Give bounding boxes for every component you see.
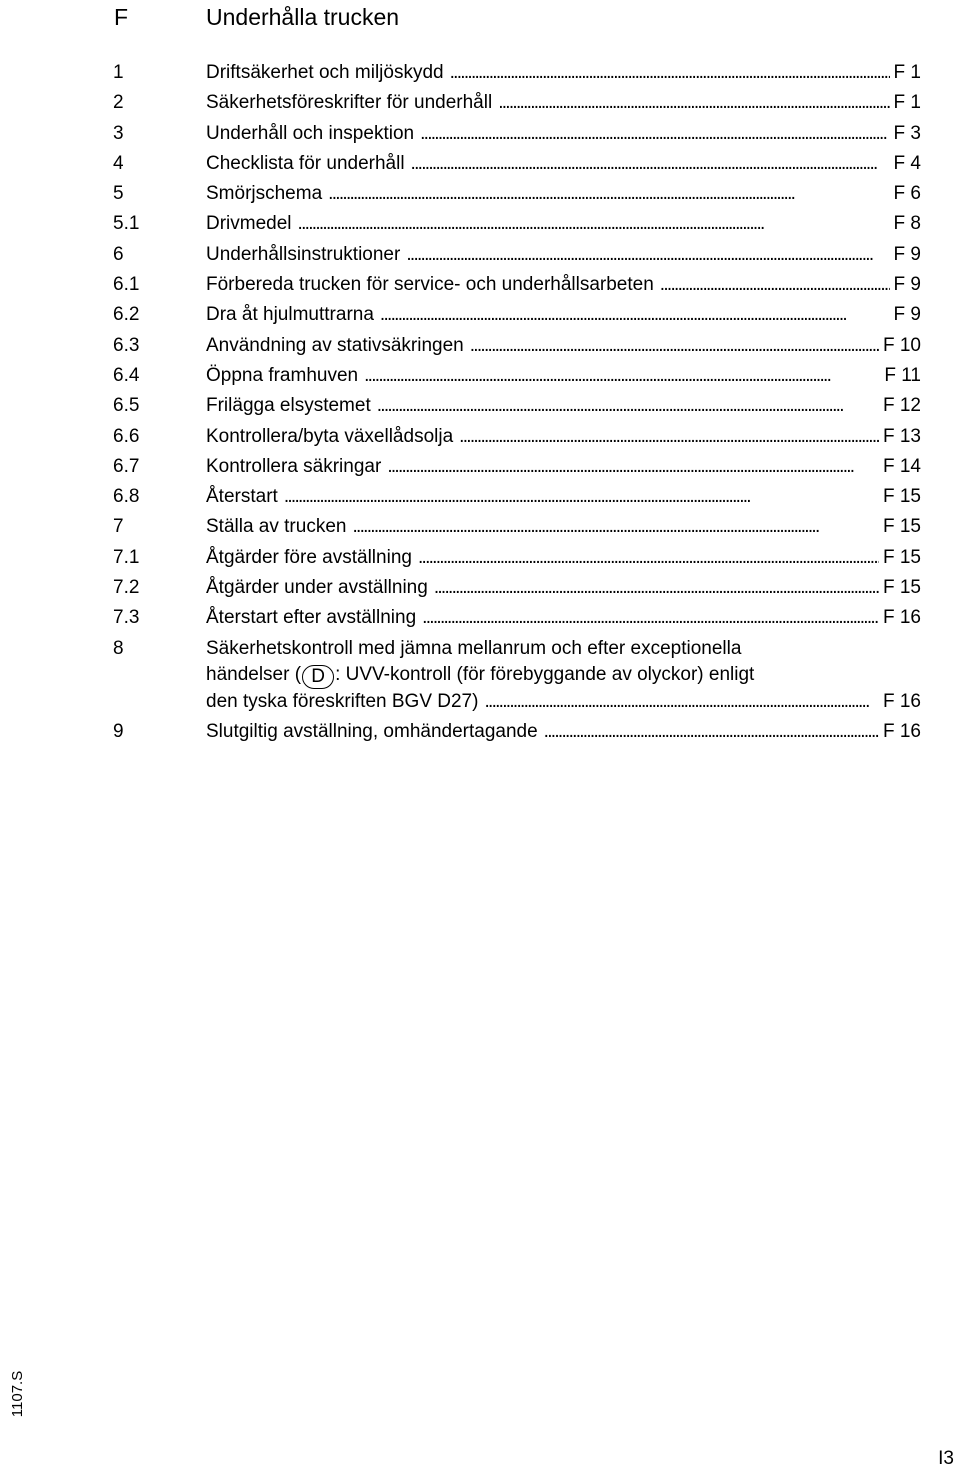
toc-entry-page: F 15 [882, 486, 921, 508]
dot-leader [406, 240, 889, 270]
toc-entry-number: 1 [113, 62, 124, 83]
dot-leader [328, 179, 889, 209]
toc-entry[interactable] [0, 209, 960, 239]
toc-entry-page: F 10 [882, 334, 921, 356]
dot-leader [418, 543, 879, 573]
toc-entry-number: 4 [113, 152, 124, 174]
toc-entry-number: 7.3 [113, 607, 140, 629]
toc-entry-page: F 14 [882, 455, 921, 477]
document-code: 1107.S [9, 1370, 26, 1418]
toc-entry-number: 2 [113, 92, 124, 114]
toc-entry-number: 3 [113, 122, 124, 144]
dot-leader [470, 331, 879, 361]
dot-leader [377, 391, 879, 421]
toc-entry-number: 7 [113, 516, 124, 538]
toc-entry-title: Öppna framhuven [206, 364, 359, 386]
toc-entry-page: F 13 [882, 425, 921, 447]
toc-entry[interactable] [0, 361, 960, 391]
dot-leader [484, 689, 879, 716]
germany-d-badge-icon: D [302, 665, 334, 689]
toc-entry-number: 6 [113, 243, 124, 265]
toc-entry[interactable] [0, 634, 960, 717]
toc-entry[interactable] [0, 88, 960, 118]
dot-leader [422, 603, 879, 633]
toc-entry-page: F 6 [893, 183, 921, 205]
dot-leader [544, 717, 879, 747]
toc-entry-title: Frilägga elsystemet [206, 395, 371, 417]
toc-entry-title: Återstart [206, 486, 278, 508]
chapter-title: Underhålla trucken [206, 4, 400, 30]
toc-entry-title: Kontrollera säkringar [206, 455, 382, 477]
toc-entry[interactable] [0, 58, 960, 88]
toc-entry[interactable] [0, 179, 960, 209]
toc-entry-page: F 16 [882, 720, 921, 742]
toc-entry-title: Underhållsinstruktioner [206, 243, 401, 265]
dot-leader [420, 119, 889, 149]
toc-entry-page: F 11 [884, 364, 921, 386]
toc-entry-title: Underhåll och inspektion [206, 122, 415, 144]
toc-entry-title-line [206, 662, 921, 689]
toc-entry-title-line: den tyska föreskriften BGV D27) [206, 691, 479, 713]
toc-entry-page: F 1 [893, 92, 921, 114]
toc-entry[interactable] [0, 717, 960, 747]
toc-entry-title: Användning av stativsäkringen [206, 334, 464, 356]
toc-entry-title: Slutgiltig avställning, omhändertagande [206, 720, 538, 742]
toc-entry-number: 7.2 [113, 577, 140, 599]
dot-leader [450, 58, 890, 88]
toc-entry[interactable] [0, 452, 960, 482]
toc-entry[interactable] [0, 543, 960, 573]
toc-entry-title: Åtgärder före avställning [206, 546, 412, 568]
toc-entry[interactable] [0, 603, 960, 633]
toc-entry-title: Säkerhetsföreskrifter för underhåll [206, 92, 493, 114]
toc-entry-title: Förbereda trucken för service- och underhållsarbeten [206, 274, 654, 296]
chapter-header [0, 2, 960, 32]
chapter-letter: F [114, 4, 129, 30]
toc-entry-number: 6.8 [113, 486, 140, 508]
toc-entry-page: F 1 [893, 62, 921, 83]
toc-entry[interactable] [0, 300, 960, 330]
dot-leader [498, 88, 889, 118]
toc-entry-number: 6.7 [113, 455, 140, 477]
toc-entry[interactable] [0, 331, 960, 361]
toc-entry-page: F 15 [882, 546, 921, 568]
toc-entry-number: 6.6 [113, 425, 140, 447]
toc-entry[interactable] [0, 391, 960, 421]
toc-entry-title: Ställa av trucken [206, 516, 347, 538]
toc-entry-number: 7.1 [113, 546, 140, 568]
toc-entry-number: 6.5 [113, 395, 140, 417]
toc-entry-page: F 4 [893, 152, 921, 174]
dot-leader [380, 300, 890, 330]
toc-entry-title: Smörjschema [206, 183, 323, 205]
toc-entry-title: Åtgärder under avställning [206, 577, 428, 599]
toc-entry[interactable] [0, 149, 960, 179]
toc-entry-page: F 9 [893, 304, 921, 326]
toc-entry[interactable] [0, 512, 960, 542]
toc-entry-number: 9 [113, 720, 124, 742]
toc-entry-text: : UVV-kontroll (för förebyggande av olyckor) enligt [335, 664, 755, 686]
dot-leader [284, 482, 879, 512]
toc-entry-title: Checklista för underhåll [206, 152, 405, 174]
toc-entry-title: Återstart efter avställning [206, 607, 417, 629]
toc-entry[interactable] [0, 482, 960, 512]
toc-entry-number: 5.1 [113, 213, 140, 235]
toc-entry-page: F 8 [893, 213, 921, 235]
toc-entry-page: F 16 [882, 691, 921, 713]
toc-entry[interactable] [0, 240, 960, 270]
toc-entry-page: F 3 [893, 122, 921, 144]
toc-entry-title: Kontrollera/byta växellådsolja [206, 425, 454, 447]
dot-leader [298, 209, 890, 239]
toc-entry-title: Dra åt hjulmuttrarna [206, 304, 374, 326]
dot-leader [459, 422, 879, 452]
toc-entry[interactable] [0, 422, 960, 452]
toc-entry-number: 6.1 [113, 274, 140, 296]
dot-leader [364, 361, 880, 391]
dot-leader [434, 573, 879, 603]
toc-entry-page: F 15 [882, 577, 921, 599]
toc-entry-number: 6.3 [113, 334, 140, 356]
dot-leader [411, 149, 890, 179]
toc-entry-number: 5 [113, 183, 124, 205]
dot-leader [352, 512, 879, 542]
toc-entry-number: 6.4 [113, 364, 140, 386]
toc-entry-page: F 15 [882, 516, 921, 538]
toc-entry[interactable] [0, 573, 960, 603]
toc-entry-number: 8 [113, 637, 124, 659]
toc-entry-page: F 9 [893, 274, 921, 296]
toc-entry-page: F 9 [893, 243, 921, 265]
toc-entry-number: 6.2 [113, 304, 140, 326]
toc-entry-page: F 12 [882, 395, 921, 417]
toc-entry-page: F 16 [882, 607, 921, 629]
toc-entry-title: Driftsäkerhet och miljöskydd [206, 62, 444, 83]
dot-leader [660, 270, 890, 300]
table-of-contents [0, 58, 960, 747]
toc-entry[interactable] [0, 119, 960, 149]
toc-entry-title-line: Säkerhetskontroll med jämna mellanrum och efter exceptionella [206, 637, 742, 659]
toc-entry[interactable] [0, 270, 960, 300]
toc-entry-text: händelser ( [206, 664, 302, 686]
toc-entry-title: Drivmedel [206, 213, 292, 235]
page-number: I3 [938, 1448, 954, 1469]
dot-leader [387, 452, 879, 482]
